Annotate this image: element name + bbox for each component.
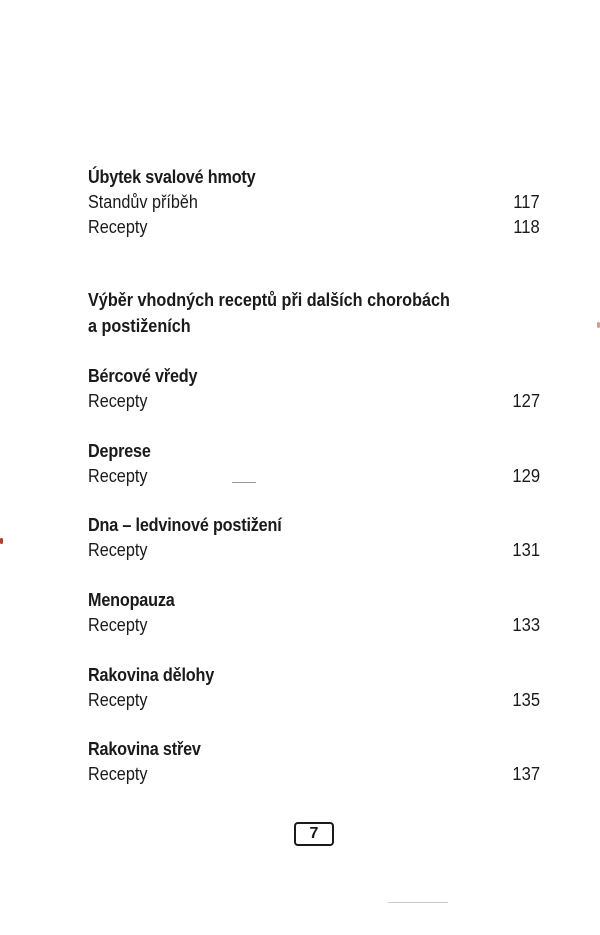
toc-row-page: 137 (512, 764, 540, 784)
toc-row-page: 131 (512, 540, 540, 560)
toc-entry-heading: Deprese (88, 441, 151, 461)
toc-row (88, 688, 540, 713)
scan-mark (388, 902, 448, 903)
section-heading (88, 287, 450, 339)
toc-row-label: Recepty (88, 690, 148, 710)
toc-entry-menopauza (88, 588, 540, 638)
scan-edge-mark (0, 538, 3, 544)
toc-row (88, 613, 540, 638)
toc-row-page: 133 (512, 615, 540, 635)
toc-entry-deprese (88, 439, 540, 489)
page-number: 7 (294, 822, 334, 846)
toc-row-page: 117 (513, 192, 540, 212)
section-heading-line-2: a postiženích (88, 316, 191, 336)
toc-entry-ubytek (88, 165, 540, 240)
toc-row-label: Recepty (88, 466, 148, 486)
scan-mark (232, 482, 256, 483)
toc-row-page: 118 (513, 217, 540, 237)
toc-row-label: Recepty (88, 540, 148, 560)
toc-row (88, 389, 540, 414)
toc-row-label: Recepty (88, 217, 148, 237)
toc-entry-heading: Dna – ledvinové postižení (88, 515, 282, 535)
toc-entry-bercove-vredy (88, 364, 540, 414)
toc-row (88, 464, 540, 489)
toc-entry-heading: Rakovina střev (88, 739, 201, 759)
toc-entry-rakovina-delohy (88, 663, 540, 713)
toc-row-label: Recepty (88, 615, 148, 635)
toc-row-page: 127 (512, 391, 540, 411)
toc-entry-rakovina-strev (88, 737, 540, 787)
section-heading-line-1: Výběr vhodných receptů při dalších chorobách (88, 290, 450, 310)
toc-entry-heading: Bércové vředy (88, 366, 198, 386)
toc-row-label: Standův příběh (88, 192, 198, 212)
toc-entry-heading: Úbytek svalové hmoty (88, 167, 256, 187)
toc-row (88, 538, 540, 563)
toc-row-label: Recepty (88, 764, 148, 784)
toc-row-label: Recepty (88, 391, 148, 411)
toc-entry-dna (88, 513, 540, 563)
toc-row (88, 762, 540, 787)
toc-entry-heading: Menopauza (88, 590, 175, 610)
toc-entry-heading: Rakovina dělohy (88, 665, 215, 685)
toc-row-page: 135 (512, 690, 540, 710)
toc-row (88, 190, 540, 215)
toc-row (88, 215, 540, 240)
toc-row-page: 129 (512, 466, 540, 486)
